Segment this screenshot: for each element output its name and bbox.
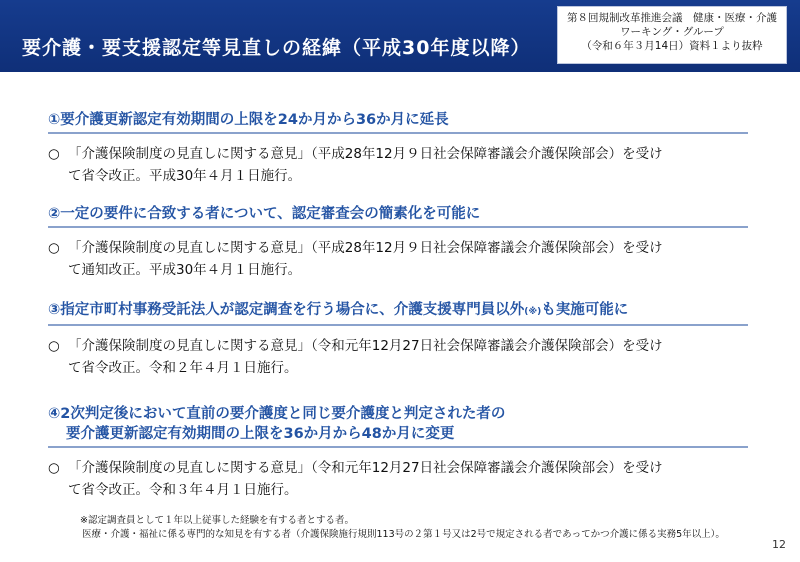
bullet-circle: ○ — [48, 460, 60, 476]
section-3-heading-tail: も実施可能に — [541, 302, 629, 318]
section-1-body — [48, 143, 748, 187]
section-3-body-line-2: て省令改正。令和２年４月１日施行。 — [68, 360, 298, 376]
section-3-heading — [48, 300, 748, 326]
section-1 — [48, 110, 748, 187]
section-3 — [48, 300, 748, 379]
section-2-body-line-1: 「介護保険制度の見直しに関する意見」（平成28年12月９日社会保障審議会介護保険部会）を受け — [68, 240, 663, 256]
page-title: 要介護・要支援認定等見直しの経緯（平成30年度以降） — [22, 37, 531, 59]
section-4-body-line-1: 「介護保険制度の見直しに関する意見」（令和元年12月27日社会保障審議会介護保険部会）を受け — [68, 460, 663, 476]
page-number: 12 — [772, 538, 786, 551]
footnote — [80, 514, 725, 542]
section-2-heading: ②一定の要件に合致する者について、認定審査会の簡素化を可能に — [48, 204, 748, 228]
source-citation-box — [557, 6, 787, 64]
bullet-circle: ○ — [48, 240, 60, 256]
section-3-body-line-1: 「介護保険制度の見直しに関する意見」（令和元年12月27日社会保障審議会介護保険部会）を受け — [68, 338, 663, 354]
bullet-circle: ○ — [48, 338, 60, 354]
section-4-heading-line-2: 要介護更新認定有効期間の上限を36か月から48か月に変更 — [66, 426, 455, 442]
source-line-2: ワーキング・グループ — [620, 26, 724, 38]
footnote-line-1: ※認定調査員として１年以上従事した経験を有する者とする者。 — [80, 515, 354, 526]
section-4 — [48, 404, 748, 501]
source-line-3: （令和６年３月14日）資料１より抜粋 — [581, 40, 763, 52]
section-4-heading-line-1: ④2次判定後において直前の要介護度と同じ要介護度と判定された者の — [48, 406, 506, 422]
section-3-body — [48, 335, 748, 379]
header-bar — [0, 0, 800, 72]
section-4-body-line-2: て省令改正。令和３年４月１日施行。 — [68, 482, 298, 498]
section-3-heading-text: ③指定市町村事務受託法人が認定調査を行う場合に、介護支援専門員以外 — [48, 302, 525, 318]
section-1-heading: ①要介護更新認定有効期間の上限を24か月から36か月に延長 — [48, 110, 748, 134]
section-4-body — [48, 457, 748, 501]
source-line-1: 第８回規制改革推進会議 健康・医療・介護 — [567, 12, 777, 24]
section-2 — [48, 204, 748, 281]
section-3-heading-mark: (※) — [524, 307, 542, 317]
bullet-circle: ○ — [48, 146, 60, 162]
section-1-body-line-1: 「介護保険制度の見直しに関する意見」（平成28年12月９日社会保障審議会介護保険部会）を受け — [68, 146, 663, 162]
section-4-heading — [48, 404, 748, 448]
section-2-body — [48, 237, 748, 281]
section-2-body-line-2: て通知改正。平成30年４月１日施行。 — [68, 262, 302, 278]
section-1-body-line-2: て省令改正。平成30年４月１日施行。 — [68, 168, 302, 184]
footnote-line-2: 医療・介護・福祉に係る専門的な知見を有する者（介護保険施行規則113号の２第１号又は2号で規定される者であってかつ介護に係る実務5年以上）。 — [82, 529, 725, 540]
